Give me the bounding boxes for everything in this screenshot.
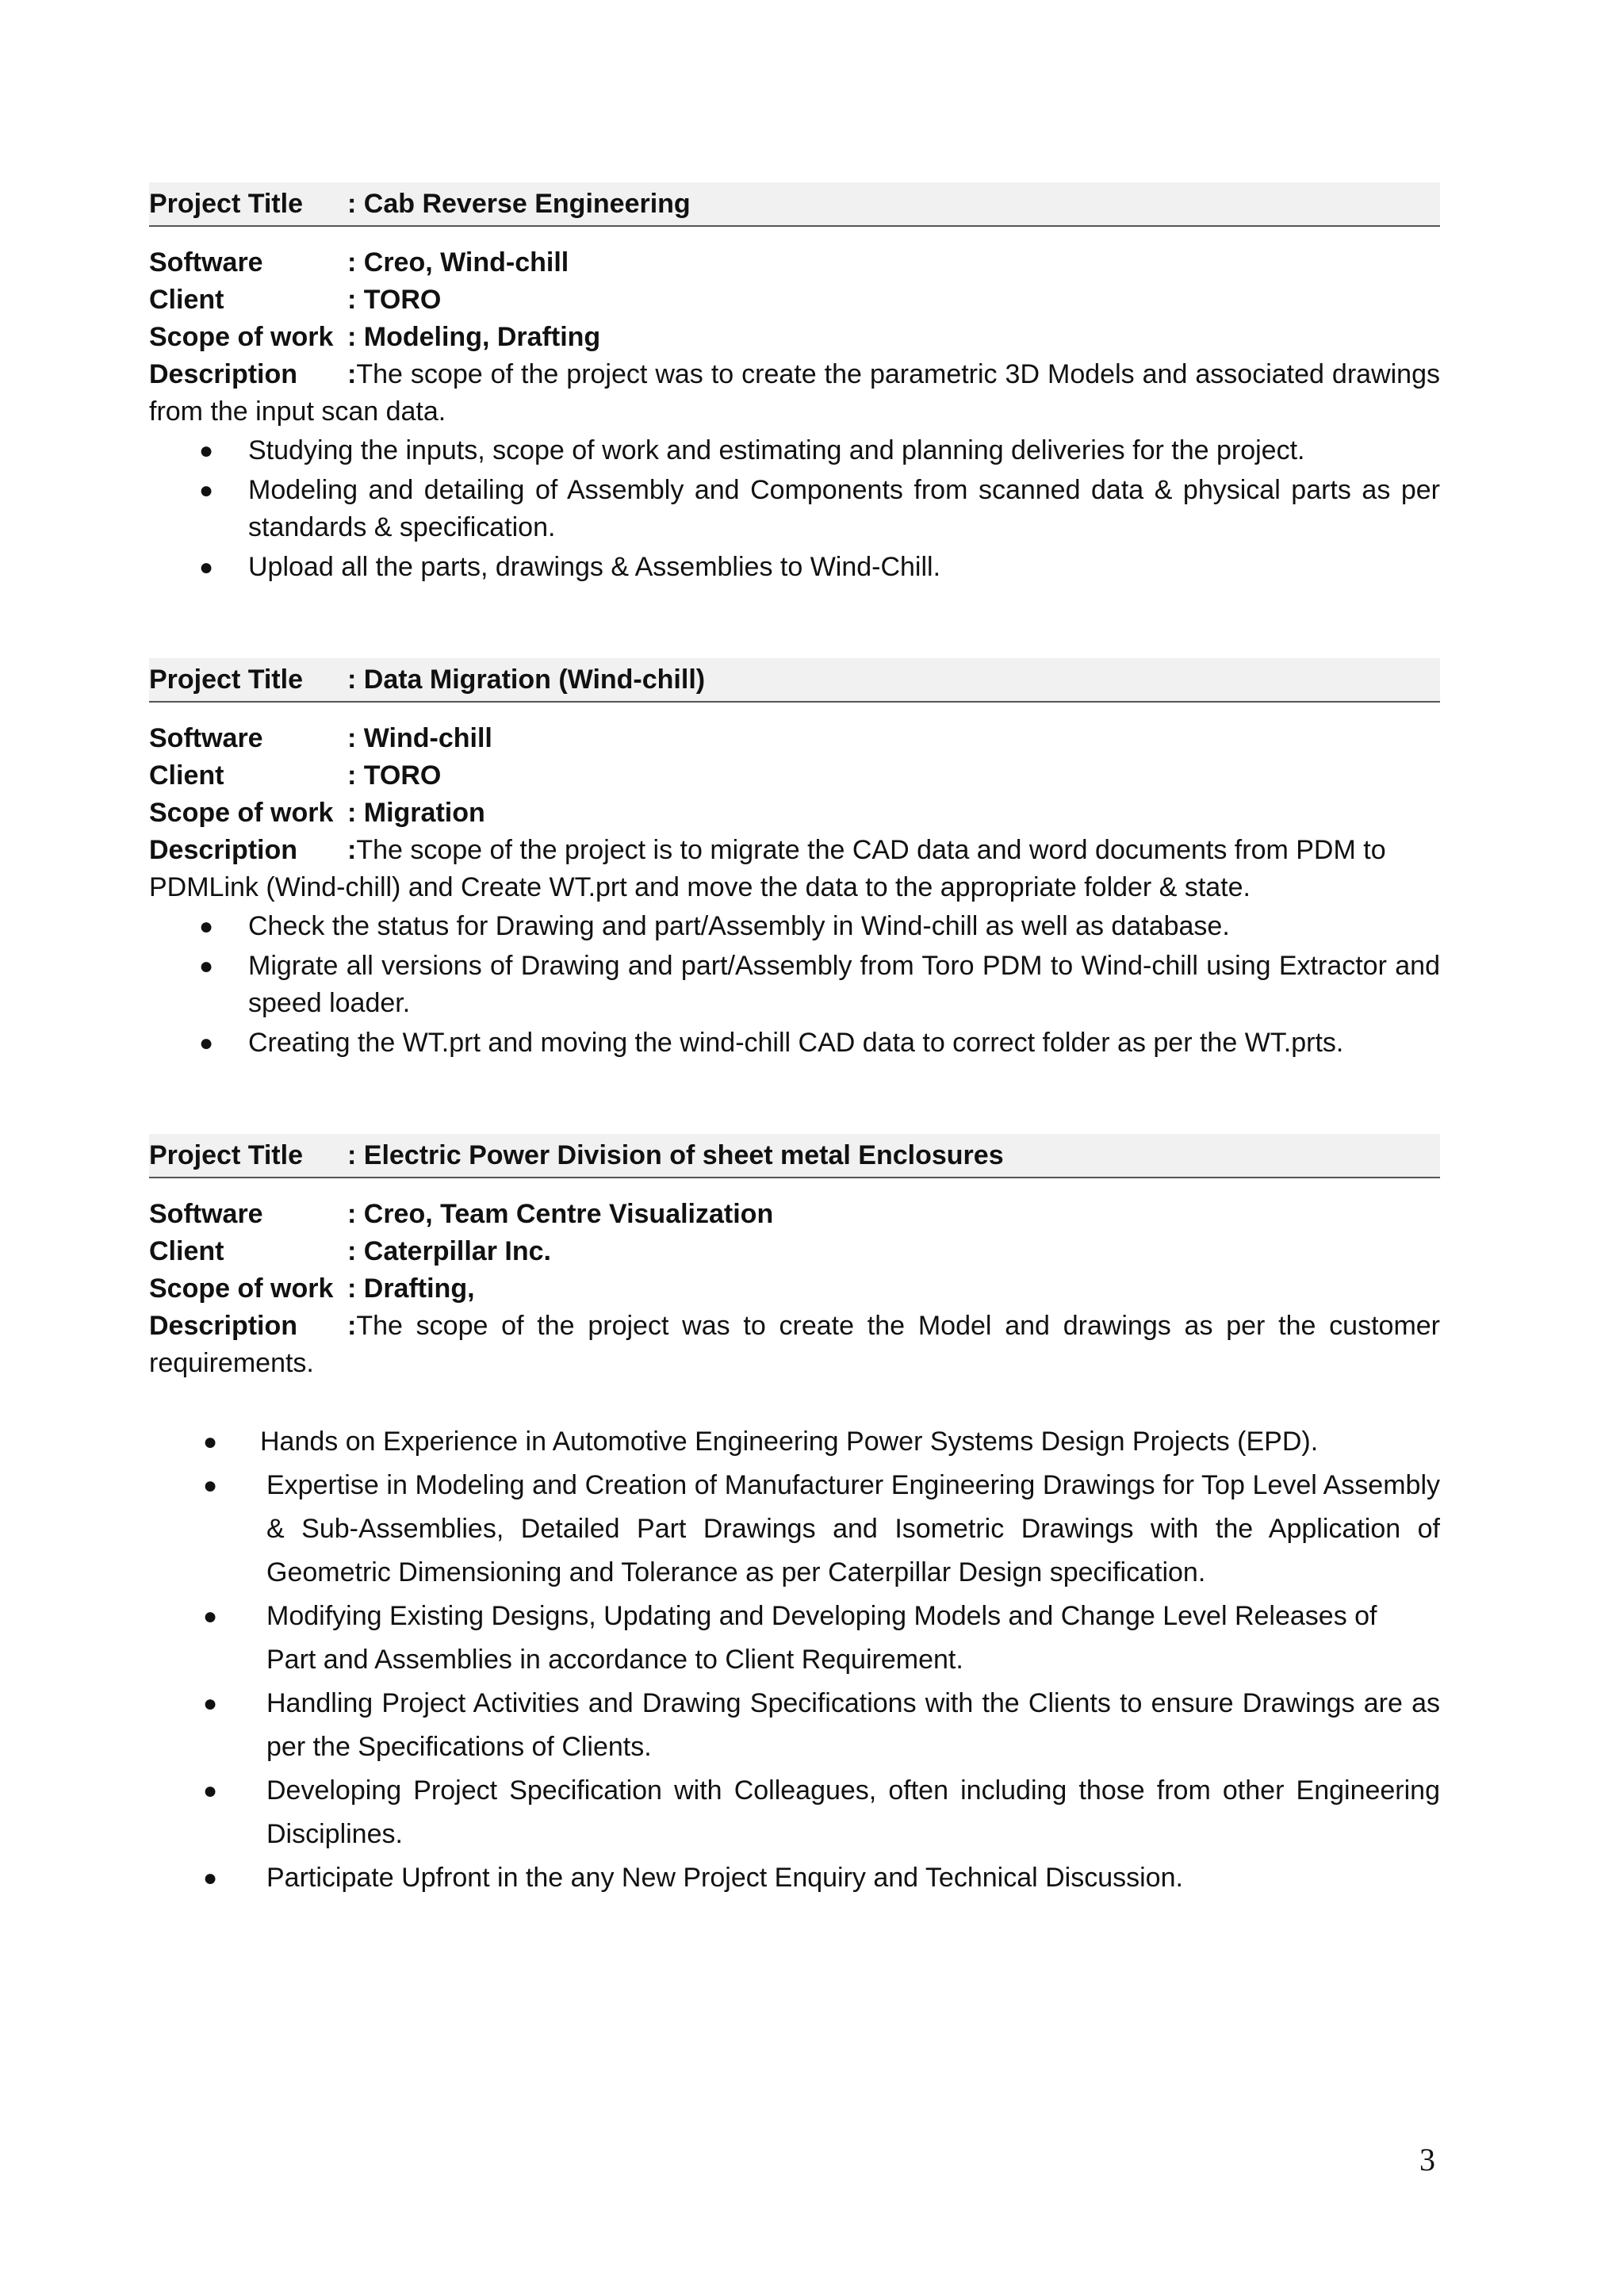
list-item-text: Handling Project Activities and Drawing Specifications with the Clients to ensure Drawings are as per the Specifications of Clients. <box>266 1688 1440 1762</box>
bullet-icon: ● <box>199 438 214 464</box>
software-row <box>149 720 1440 757</box>
project-title-label: Project Title <box>149 188 303 219</box>
scope-label: Scope of work <box>149 322 334 352</box>
list-item-text: Creating the WT.prt and moving the wind-chill CAD data to correct folder as per the WT.prts. <box>248 1028 1344 1058</box>
list-item-text: Developing Project Specification with Colleagues, often including those from other Engineering Disciplines. <box>266 1775 1440 1849</box>
scope-row <box>149 319 1440 356</box>
bullet-icon: ● <box>199 953 214 979</box>
software-row <box>149 1196 1440 1233</box>
list-item <box>199 432 1440 469</box>
list-item-text: Upload all the parts, drawings & Assemblies to Wind-Chill. <box>248 552 941 582</box>
client-label: Client <box>149 285 224 315</box>
list-item-text: Expertise in Modeling and Creation of Manufacturer Engineering Drawings for Top Level Assembly & Sub-Assemblies, Detailed Part Drawings and Isometric Drawings with the Application of Geometric Dimensioning and Tolerance as per Caterpillar Design specification. <box>266 1470 1440 1587</box>
list-item-text: Participate Upfront in the any New Project Enquiry and Technical Discussion. <box>266 1863 1183 1893</box>
list-item <box>203 1856 1440 1900</box>
bullet-icon: ● <box>199 477 214 504</box>
client-row <box>149 757 1440 795</box>
bullet-icon: ● <box>203 1778 218 1804</box>
bullet-icon: ● <box>199 554 214 580</box>
client-label: Client <box>149 760 224 791</box>
project-title-bar <box>149 1134 1440 1178</box>
list-item-text: Modifying Existing Designs, Updating and Developing Models and Change Level Releases of Part and Assemblies in accordance to Client Requirement. <box>266 1601 1377 1675</box>
scope-label: Scope of work <box>149 798 334 828</box>
project-section-1 <box>149 182 1440 586</box>
bullet-icon: ● <box>203 1429 218 1455</box>
list-item <box>203 1682 1440 1769</box>
list-item-text: Studying the inputs, scope of work and estimating and planning deliveries for the project. <box>248 435 1305 465</box>
list-item-text: Modeling and detailing of Assembly and Components from scanned data & physical parts as per standards & specification. <box>248 475 1440 542</box>
description-paragraph <box>149 832 1440 906</box>
client-label: Client <box>149 1236 224 1266</box>
page-number: 3 <box>1419 2142 1435 2177</box>
description-text: The scope of the project is to migrate the CAD data and word documents from PDM to PDMLink (Wind-chill) and Create WT.prt and move the data to the appropriate folder & state. <box>149 835 1386 902</box>
software-label: Software <box>149 723 263 753</box>
list-item <box>203 1595 1440 1682</box>
scope-row <box>149 795 1440 832</box>
description-colon: : <box>347 835 357 865</box>
scope-value: : Drafting, <box>347 1273 475 1304</box>
software-row <box>149 244 1440 281</box>
description-label: Description <box>149 1311 298 1341</box>
bullet-icon: ● <box>199 1030 214 1056</box>
project-section-2 <box>149 658 1440 1062</box>
list-item <box>199 908 1440 945</box>
bullet-icon: ● <box>203 1865 218 1891</box>
list-item <box>199 472 1440 546</box>
bullet-icon: ● <box>203 1603 218 1630</box>
scope-value: : Modeling, Drafting <box>347 322 601 352</box>
bullet-icon: ● <box>199 913 214 940</box>
list-item <box>199 549 1440 586</box>
description-paragraph <box>149 356 1440 431</box>
client-row <box>149 1233 1440 1270</box>
description-text: The scope of the project was to create the parametric 3D Models and associated drawings from the input scan data. <box>149 359 1440 427</box>
bullet-icon: ● <box>203 1691 218 1717</box>
project-title-value: : Cab Reverse Engineering <box>347 188 691 219</box>
description-paragraph <box>149 1308 1440 1382</box>
client-value: : TORO <box>347 760 442 791</box>
client-value: : TORO <box>347 285 442 315</box>
list-item <box>203 1420 1440 1464</box>
description-label: Description <box>149 359 298 389</box>
list-item <box>199 948 1440 1022</box>
list-item-text: Hands on Experience in Automotive Engineering Power Systems Design Projects (EPD). <box>260 1427 1319 1457</box>
list-item <box>199 1024 1440 1062</box>
scope-label: Scope of work <box>149 1273 334 1304</box>
client-row <box>149 281 1440 319</box>
list-item-text: Check the status for Drawing and part/Assembly in Wind-chill as well as database. <box>248 911 1230 941</box>
description-label: Description <box>149 835 298 865</box>
project-section-3 <box>149 1134 1440 1900</box>
list-item-text: Migrate all versions of Drawing and part/Assembly from Toro PDM to Wind-chill using Extractor and speed loader. <box>248 951 1440 1018</box>
client-value: : Caterpillar Inc. <box>347 1236 551 1266</box>
bullet-icon: ● <box>203 1473 218 1499</box>
list-item <box>203 1464 1440 1595</box>
description-colon: : <box>347 359 357 389</box>
project-title-value: : Data Migration (Wind-chill) <box>347 664 706 695</box>
software-value: : Wind-chill <box>347 723 492 753</box>
bullet-list <box>199 908 1440 1062</box>
project-title-value: : Electric Power Division of sheet metal Enclosures <box>347 1139 1004 1170</box>
software-label: Software <box>149 247 263 278</box>
project-title-bar <box>149 182 1440 227</box>
software-value: : Creo, Wind-chill <box>347 247 569 278</box>
description-colon: : <box>347 1311 357 1341</box>
project-title-label: Project Title <box>149 664 303 695</box>
software-label: Software <box>149 1199 263 1229</box>
scope-row <box>149 1270 1440 1308</box>
bullet-list <box>203 1420 1440 1900</box>
scope-value: : Migration <box>347 798 485 828</box>
project-title-label: Project Title <box>149 1139 303 1170</box>
description-text: The scope of the project was to create the Model and drawings as per the customer requirements. <box>149 1311 1440 1378</box>
bullet-list <box>199 432 1440 586</box>
software-value: : Creo, Team Centre Visualization <box>347 1199 774 1229</box>
project-title-bar <box>149 658 1440 703</box>
list-item <box>203 1769 1440 1856</box>
